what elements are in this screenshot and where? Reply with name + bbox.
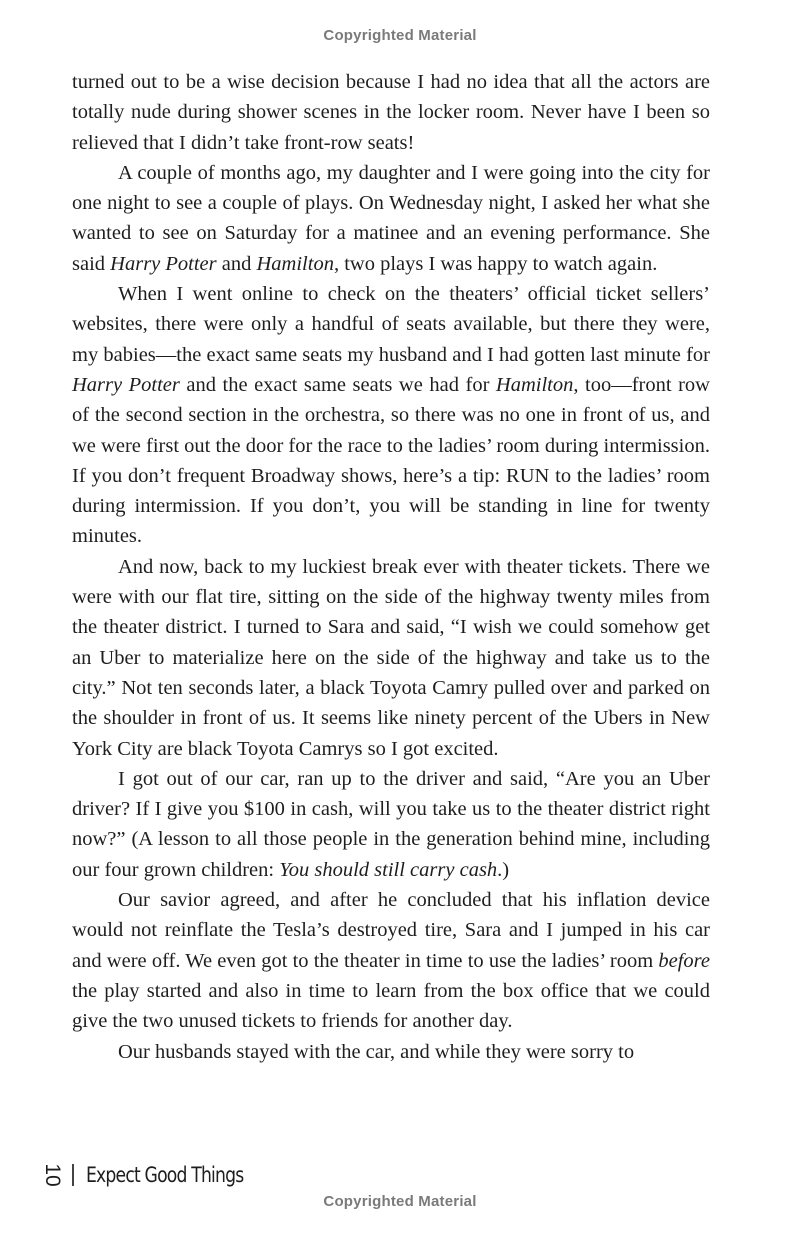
page-footer [40,1158,277,1192]
running-book-title: Expect Good Things [85,1163,243,1187]
copyright-watermark-bottom: Copyrighted Material [323,1193,477,1210]
footer-divider [72,1164,74,1186]
italic-text: Hamilton [495,373,574,396]
italic-text: before [658,949,710,972]
text-segment: .) [497,858,510,881]
text-segment: A couple of months ago, my daughter and I were going into the city for one night to see a couple of plays. On Wednesday night, I asked her what she wanted to see on Saturday for a matinee and an evening performance. She said [72,161,710,275]
text-segment: And now, back to my luckiest break ever with theater tickets. There we were with our flat tire, sitting on the side of the highway twenty miles from the theater district. I turned to Sara and said, “I wish we could somehow get an Uber to materialize here on the side of the highway and take us to the city.” Not ten seconds later, a black Toyota Camry pulled over and parked on the shoulder in front of us. It seems like ninety percent of the Ubers in New York City are black Toyota Camrys so I got excited. [72,555,710,760]
paragraph [72,279,710,552]
text-segment: When I went online to check on the theaters’ official ticket sellers’ websites, there were only a handful of seats available, but there they were, my babies—the exact same seats my husband and I had gotten last minute for [72,283,710,366]
paragraph [72,67,710,158]
text-segment: and [216,252,257,275]
text-segment: Our savior agreed, and after he concluded that his inflation device would not reinflate the Tesla’s destroyed tire, Sara and I jumped in his car and were off. We even got to the theater in time to use the ladies’ room [72,889,710,972]
paragraph [72,764,710,885]
italic-text: Harry Potter [72,373,180,396]
text-segment: Our husbands stayed with the car, and while they were sorry to [118,1040,635,1063]
page-body-text [72,67,710,1067]
italic-text: You should still carry cash [279,858,498,881]
text-segment: , too—front row of the second section in the orchestra, so there was no one in front of us, and we were first out the door for the race to the ladies’ room during intermission. If you don’t frequent Broadway shows, here’s a tip: RUN to the ladies’ room during intermission. If you don’t, you will be standing in line for twenty minutes. [72,373,710,548]
text-segment: I got out of our car, ran up to the driver and said, “Are you an Uber driver? If I give you $100 in cash, will you take us to the theater district right now?” (A lesson to all those people in the generation behind mine, including our four grown children: [72,767,710,881]
paragraph [72,885,710,1036]
copyright-watermark-top: Copyrighted Material [323,27,477,44]
text-segment: the play started and also in time to learn from the box office that we could give the two unused tickets to friends for another day. [72,979,710,1033]
paragraph [72,158,710,279]
paragraph [72,552,710,764]
paragraph [72,1037,710,1067]
text-segment: turned out to be a wise decision because I had no idea that all the actors are totally nude during shower scenes in the locker room. Never have I been so relieved that I didn’t take front-row seats! [72,71,710,154]
text-segment: and the exact same seats we had for [179,373,496,396]
text-segment: , two plays I was happy to watch again. [333,252,658,275]
italic-text: Harry Potter [110,252,217,275]
italic-text: Hamilton [256,252,334,275]
page-number: 10 [41,1163,64,1187]
